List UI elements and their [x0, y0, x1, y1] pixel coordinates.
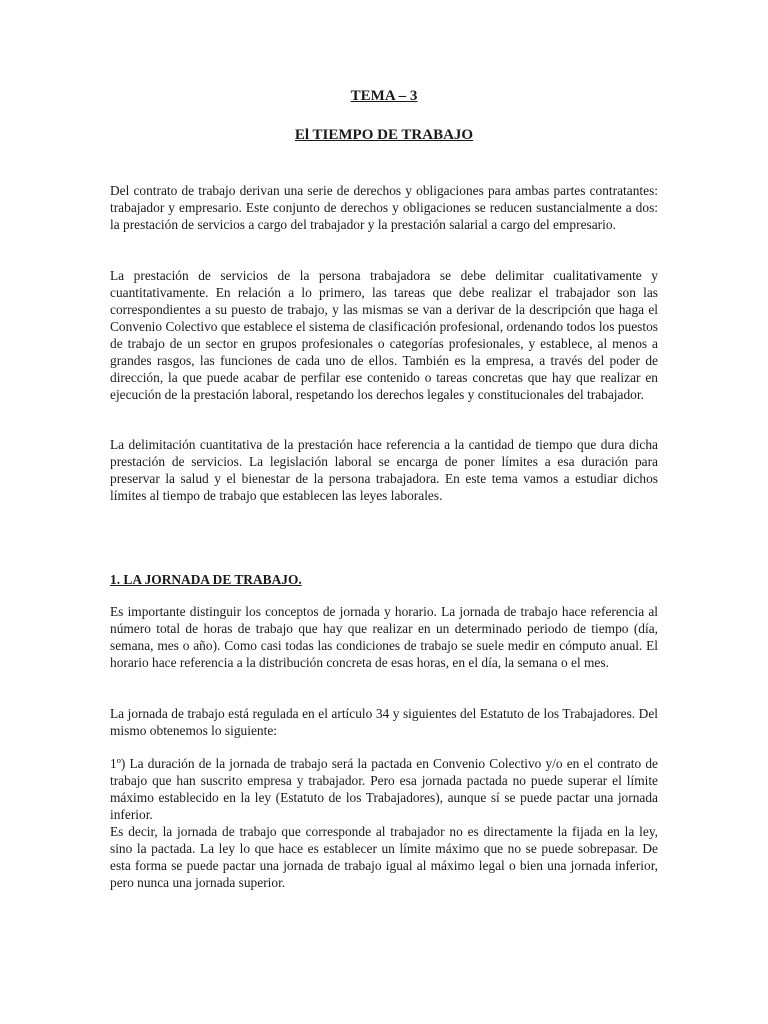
section-1-paragraph-2: La jornada de trabajo está regulada en el artículo 34 y siguientes del Estatuto de los Trabajadores. Del mismo obtenemos lo siguiente: — [110, 706, 658, 738]
section-1-paragraph-4: Es decir, la jornada de trabajo que corresponde al trabajador no es directamente la fijada en la ley, sino la pactada. La ley lo que hace es establecer un límite máximo que no se puede sobrepasar. De esta forma se puede pactar una jornada de trabajo igual al máximo legal o bien una jornada inferior, pero nunca una jornada superior. — [110, 824, 658, 890]
section-1-paragraph-1: Es importante distinguir los conceptos de jornada y horario. La jornada de trabajo hace referencia al número total de horas de trabajo que hay que realizar en un determinado periodo de tiempo (día, semana, mes o año). Como casi todas las condiciones de trabajo se suele medir en cómputo anual. El horario hace referencia a la distribución concreta de esas horas, en el día, la semana o el mes. — [110, 604, 658, 670]
intro-paragraph-1: Del contrato de trabajo derivan una serie de derechos y obligaciones para ambas partes contratantes: trabajador y empresario. Este conjunto de derechos y obligaciones se reducen sustancialmente a dos: la prestación de servicios a cargo del trabajador y la prestación salarial a cargo del empresario. — [110, 183, 658, 232]
document-title: El TIEMPO DE TRABAJO — [294, 127, 474, 143]
section-1-paragraph-3: 1º) La duración de la jornada de trabajo será la pactada en Convenio Colectivo y/o en el contrato de trabajo que han suscrito empresa y trabajador. Pero esa jornada pactada no puede superar el límite máximo establecido en la ley (Estatuto de los Trabajadores), aunque sí se puede pactar una jornada inferior. — [110, 756, 658, 822]
intro-paragraph-3: La delimitación cuantitativa de la prestación hace referencia a la cantidad de tiempo que dura dicha prestación de servicios. La legislación laboral se encarga de poner límites a esa duración para preservar la salud y el bienestar de la persona trabajadora. En este tema vamos a estudiar dichos límites al tiempo de trabajo que establecen las leyes laborales. — [110, 437, 658, 503]
topic-heading: TEMA – 3 — [350, 88, 418, 104]
intro-paragraph-2: La prestación de servicios de la persona trabajadora se debe delimitar cualitativamente y cuantitativamente. En relación a lo primero, las tareas que debe realizar el trabajador son las correspondientes a su puesto de trabajo, y las mismas se van a derivar de la descripción que haga el Convenio Colectivo que establece el sistema de clasificación profesional, ordenando todos los puestos de trabajo de un sector en grupos profesionales o categorías profesionales, y establece, al menos a grandes rasgos, las funciones de cada uno de ellos. También es la empresa, a través del poder de dirección, la que puede acabar de perfilar ese contenido o tareas concretas que hay que realizar en ejecución de la prestación laboral, respetando los derechos legales y constitucionales del trabajador. — [110, 268, 658, 402]
section-1-title: 1. LA JORNADA DE TRABAJO. — [110, 572, 302, 587]
